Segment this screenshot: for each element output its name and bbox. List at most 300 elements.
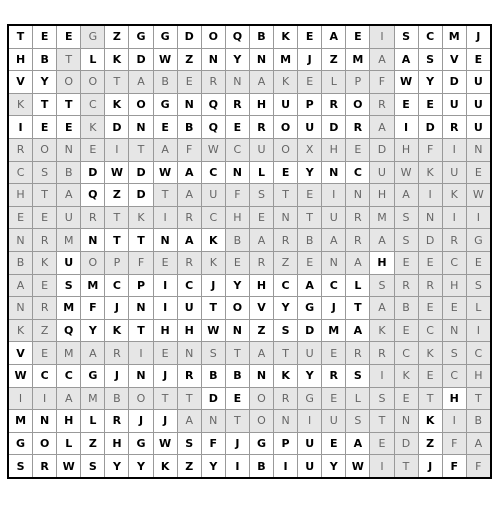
letter-cell[interactable]: U (249, 138, 273, 161)
letter-cell[interactable]: E (225, 116, 249, 139)
letter-cell[interactable]: A (322, 25, 346, 48)
letter-cell[interactable]: E (346, 138, 370, 161)
letter-cell[interactable]: R (346, 229, 370, 252)
letter-cell[interactable]: Y (201, 455, 225, 478)
letter-cell[interactable]: T (394, 455, 418, 478)
letter-cell[interactable]: H (57, 410, 81, 433)
letter-cell[interactable]: G (153, 25, 177, 48)
letter-cell[interactable]: S (418, 48, 442, 71)
letter-cell[interactable]: F (442, 455, 466, 478)
letter-cell[interactable]: K (8, 319, 33, 342)
letter-cell[interactable]: M (274, 48, 298, 71)
letter-cell[interactable]: O (129, 387, 153, 410)
letter-cell[interactable]: N (129, 364, 153, 387)
letter-cell[interactable]: F (177, 138, 201, 161)
letter-cell[interactable]: E (418, 364, 442, 387)
letter-cell[interactable]: R (346, 206, 370, 229)
letter-cell[interactable]: N (129, 297, 153, 320)
letter-cell[interactable]: A (249, 229, 273, 252)
letter-cell[interactable]: Z (274, 251, 298, 274)
letter-cell[interactable]: U (298, 432, 322, 455)
letter-cell[interactable]: N (322, 251, 346, 274)
letter-cell[interactable]: H (8, 184, 33, 207)
letter-cell[interactable]: D (418, 229, 442, 252)
letter-cell[interactable]: J (298, 48, 322, 71)
letter-cell[interactable]: K (8, 93, 33, 116)
letter-cell[interactable]: L (346, 387, 370, 410)
letter-cell[interactable]: I (225, 455, 249, 478)
letter-cell[interactable]: A (249, 342, 273, 365)
letter-cell[interactable]: Y (81, 319, 105, 342)
letter-cell[interactable]: K (129, 206, 153, 229)
letter-cell[interactable]: J (225, 432, 249, 455)
letter-cell[interactable]: M (57, 297, 81, 320)
letter-cell[interactable]: E (33, 116, 57, 139)
letter-cell[interactable]: T (177, 387, 201, 410)
letter-cell[interactable]: D (81, 161, 105, 184)
letter-cell[interactable]: N (57, 138, 81, 161)
letter-cell[interactable]: K (418, 161, 442, 184)
letter-cell[interactable]: G (249, 432, 273, 455)
letter-cell[interactable]: N (225, 319, 249, 342)
letter-cell[interactable]: A (177, 410, 201, 433)
letter-cell[interactable]: U (442, 161, 466, 184)
letter-cell[interactable]: B (177, 116, 201, 139)
letter-cell[interactable]: G (298, 387, 322, 410)
letter-cell[interactable]: K (81, 116, 105, 139)
letter-cell[interactable]: Z (177, 48, 201, 71)
letter-cell[interactable]: E (298, 184, 322, 207)
letter-cell[interactable]: O (346, 93, 370, 116)
letter-cell[interactable]: K (394, 364, 418, 387)
letter-cell[interactable]: T (274, 184, 298, 207)
letter-cell[interactable]: O (249, 387, 273, 410)
letter-cell[interactable]: C (394, 342, 418, 365)
letter-cell[interactable]: A (466, 432, 491, 455)
letter-cell[interactable]: I (8, 387, 33, 410)
letter-cell[interactable]: H (249, 93, 273, 116)
letter-cell[interactable]: R (81, 206, 105, 229)
letter-cell[interactable]: J (322, 297, 346, 320)
letter-cell[interactable]: R (201, 71, 225, 94)
letter-cell[interactable]: N (466, 138, 491, 161)
letter-cell[interactable]: J (105, 364, 129, 387)
letter-cell[interactable]: U (298, 455, 322, 478)
letter-cell[interactable]: R (346, 342, 370, 365)
letter-cell[interactable]: A (81, 342, 105, 365)
letter-cell[interactable]: N (201, 48, 225, 71)
letter-cell[interactable]: N (129, 116, 153, 139)
letter-cell[interactable]: R (346, 116, 370, 139)
letter-cell[interactable]: R (105, 342, 129, 365)
letter-cell[interactable]: I (33, 387, 57, 410)
letter-cell[interactable]: E (33, 206, 57, 229)
letter-cell[interactable]: D (129, 184, 153, 207)
letter-cell[interactable]: M (346, 48, 370, 71)
letter-cell[interactable]: E (153, 342, 177, 365)
letter-cell[interactable]: I (466, 319, 491, 342)
letter-cell[interactable]: A (394, 48, 418, 71)
letter-cell[interactable]: I (418, 184, 442, 207)
letter-cell[interactable]: Y (298, 364, 322, 387)
letter-cell[interactable]: M (442, 25, 466, 48)
letter-cell[interactable]: C (177, 274, 201, 297)
letter-cell[interactable]: E (298, 251, 322, 274)
letter-cell[interactable]: F (442, 432, 466, 455)
letter-cell[interactable]: Q (57, 319, 81, 342)
letter-cell[interactable]: G (466, 229, 491, 252)
letter-cell[interactable]: E (322, 387, 346, 410)
letter-cell[interactable]: O (57, 71, 81, 94)
letter-cell[interactable]: L (81, 48, 105, 71)
letter-cell[interactable]: I (466, 206, 491, 229)
letter-cell[interactable]: O (274, 138, 298, 161)
letter-cell[interactable]: F (370, 71, 394, 94)
letter-cell[interactable]: I (442, 410, 466, 433)
letter-cell[interactable]: P (346, 71, 370, 94)
letter-cell[interactable]: K (105, 48, 129, 71)
letter-cell[interactable]: C (57, 364, 81, 387)
letter-cell[interactable]: D (418, 116, 442, 139)
letter-cell[interactable]: T (370, 410, 394, 433)
letter-cell[interactable]: R (249, 251, 273, 274)
letter-cell[interactable]: T (153, 387, 177, 410)
letter-cell[interactable]: E (394, 93, 418, 116)
letter-cell[interactable]: H (249, 274, 273, 297)
letter-cell[interactable]: T (201, 297, 225, 320)
letter-cell[interactable]: E (298, 25, 322, 48)
letter-cell[interactable]: A (346, 251, 370, 274)
letter-cell[interactable]: N (274, 410, 298, 433)
letter-cell[interactable]: E (57, 116, 81, 139)
letter-cell[interactable]: T (225, 410, 249, 433)
letter-cell[interactable]: N (177, 342, 201, 365)
letter-cell[interactable]: H (225, 206, 249, 229)
letter-cell[interactable]: H (153, 319, 177, 342)
letter-cell[interactable]: L (81, 410, 105, 433)
letter-cell[interactable]: T (105, 71, 129, 94)
letter-cell[interactable]: O (225, 297, 249, 320)
letter-cell[interactable]: R (225, 93, 249, 116)
letter-cell[interactable]: K (105, 319, 129, 342)
letter-cell[interactable]: I (370, 364, 394, 387)
letter-cell[interactable]: A (177, 184, 201, 207)
letter-cell[interactable]: A (8, 274, 33, 297)
letter-cell[interactable]: C (442, 251, 466, 274)
letter-cell[interactable]: D (298, 319, 322, 342)
letter-cell[interactable]: T (346, 297, 370, 320)
letter-cell[interactable]: R (33, 297, 57, 320)
letter-cell[interactable]: H (394, 138, 418, 161)
letter-cell[interactable]: R (33, 229, 57, 252)
letter-cell[interactable]: K (201, 229, 225, 252)
letter-cell[interactable]: T (105, 206, 129, 229)
letter-cell[interactable]: S (274, 319, 298, 342)
letter-cell[interactable]: C (466, 342, 491, 365)
letter-cell[interactable]: M (322, 319, 346, 342)
letter-cell[interactable]: E (418, 297, 442, 320)
letter-cell[interactable]: U (466, 116, 491, 139)
letter-cell[interactable]: M (57, 342, 81, 365)
letter-cell[interactable]: K (201, 251, 225, 274)
letter-cell[interactable]: W (153, 161, 177, 184)
letter-cell[interactable]: Y (418, 71, 442, 94)
letter-cell[interactable]: E (394, 387, 418, 410)
letter-cell[interactable]: Q (81, 184, 105, 207)
letter-cell[interactable]: S (370, 387, 394, 410)
letter-cell[interactable]: B (298, 229, 322, 252)
letter-cell[interactable]: M (81, 274, 105, 297)
letter-cell[interactable]: G (81, 364, 105, 387)
letter-cell[interactable]: I (153, 206, 177, 229)
letter-cell[interactable]: Y (298, 161, 322, 184)
letter-cell[interactable]: S (394, 25, 418, 48)
letter-cell[interactable]: D (201, 387, 225, 410)
letter-cell[interactable]: W (105, 161, 129, 184)
letter-cell[interactable]: T (129, 319, 153, 342)
letter-cell[interactable]: W (394, 71, 418, 94)
letter-cell[interactable]: E (153, 116, 177, 139)
letter-cell[interactable]: E (153, 251, 177, 274)
letter-cell[interactable]: Y (274, 297, 298, 320)
letter-cell[interactable]: C (442, 364, 466, 387)
letter-cell[interactable]: M (57, 229, 81, 252)
letter-cell[interactable]: D (129, 48, 153, 71)
letter-cell[interactable]: I (153, 274, 177, 297)
letter-cell[interactable]: M (81, 387, 105, 410)
letter-cell[interactable]: E (418, 251, 442, 274)
letter-cell[interactable]: Z (177, 455, 201, 478)
letter-cell[interactable]: P (105, 251, 129, 274)
letter-cell[interactable]: G (298, 297, 322, 320)
letter-cell[interactable]: H (177, 319, 201, 342)
letter-cell[interactable]: O (33, 138, 57, 161)
letter-cell[interactable]: R (105, 410, 129, 433)
letter-cell[interactable]: B (249, 455, 273, 478)
letter-cell[interactable]: S (466, 274, 491, 297)
letter-cell[interactable]: A (370, 229, 394, 252)
letter-cell[interactable]: Z (418, 432, 442, 455)
letter-cell[interactable]: C (201, 161, 225, 184)
letter-cell[interactable]: G (129, 432, 153, 455)
letter-cell[interactable]: V (249, 297, 273, 320)
letter-cell[interactable]: E (225, 251, 249, 274)
letter-cell[interactable]: I (394, 116, 418, 139)
letter-cell[interactable]: F (418, 138, 442, 161)
letter-cell[interactable]: D (442, 71, 466, 94)
letter-cell[interactable]: T (418, 387, 442, 410)
letter-cell[interactable]: T (57, 48, 81, 71)
letter-cell[interactable]: S (346, 364, 370, 387)
letter-cell[interactable]: W (201, 138, 225, 161)
letter-cell[interactable]: S (346, 410, 370, 433)
letter-cell[interactable]: Z (81, 432, 105, 455)
letter-cell[interactable]: U (274, 93, 298, 116)
letter-cell[interactable]: R (177, 364, 201, 387)
letter-cell[interactable]: O (81, 251, 105, 274)
letter-cell[interactable]: R (33, 455, 57, 478)
letter-cell[interactable]: E (249, 206, 273, 229)
letter-cell[interactable]: T (129, 229, 153, 252)
letter-cell[interactable]: I (442, 206, 466, 229)
letter-cell[interactable]: K (274, 71, 298, 94)
letter-cell[interactable]: O (249, 410, 273, 433)
letter-cell[interactable]: A (394, 184, 418, 207)
letter-cell[interactable]: I (442, 138, 466, 161)
letter-cell[interactable]: L (466, 297, 491, 320)
letter-cell[interactable]: E (225, 387, 249, 410)
letter-cell[interactable]: N (153, 229, 177, 252)
letter-cell[interactable]: O (81, 71, 105, 94)
letter-cell[interactable]: E (57, 25, 81, 48)
letter-cell[interactable]: K (105, 93, 129, 116)
letter-cell[interactable]: L (249, 161, 273, 184)
letter-cell[interactable]: G (153, 93, 177, 116)
letter-cell[interactable]: U (298, 116, 322, 139)
letter-cell[interactable]: A (346, 432, 370, 455)
letter-cell[interactable]: W (153, 432, 177, 455)
letter-cell[interactable]: C (274, 274, 298, 297)
letter-cell[interactable]: N (249, 364, 273, 387)
letter-cell[interactable]: M (370, 206, 394, 229)
letter-cell[interactable]: U (298, 342, 322, 365)
letter-cell[interactable]: R (394, 274, 418, 297)
letter-cell[interactable]: V (442, 48, 466, 71)
letter-cell[interactable]: D (322, 116, 346, 139)
letter-cell[interactable]: T (298, 206, 322, 229)
letter-cell[interactable]: R (370, 93, 394, 116)
letter-cell[interactable]: S (249, 184, 273, 207)
letter-cell[interactable]: N (177, 93, 201, 116)
letter-cell[interactable]: E (346, 25, 370, 48)
letter-cell[interactable]: H (322, 138, 346, 161)
letter-cell[interactable]: O (201, 25, 225, 48)
letter-cell[interactable]: X (298, 138, 322, 161)
letter-cell[interactable]: J (129, 410, 153, 433)
letter-cell[interactable]: G (129, 25, 153, 48)
letter-cell[interactable]: A (370, 297, 394, 320)
letter-cell[interactable]: D (370, 138, 394, 161)
letter-cell[interactable]: U (322, 206, 346, 229)
letter-cell[interactable]: F (225, 184, 249, 207)
letter-cell[interactable]: J (153, 410, 177, 433)
letter-cell[interactable]: A (322, 229, 346, 252)
letter-cell[interactable]: B (153, 71, 177, 94)
letter-cell[interactable]: N (442, 319, 466, 342)
letter-cell[interactable]: Y (33, 71, 57, 94)
letter-cell[interactable]: M (8, 410, 33, 433)
letter-cell[interactable]: Z (33, 319, 57, 342)
letter-cell[interactable]: C (225, 138, 249, 161)
letter-cell[interactable]: Z (105, 184, 129, 207)
letter-cell[interactable]: T (33, 93, 57, 116)
letter-cell[interactable]: H (8, 48, 33, 71)
letter-cell[interactable]: E (322, 432, 346, 455)
letter-cell[interactable]: B (225, 229, 249, 252)
letter-cell[interactable]: I (370, 25, 394, 48)
letter-cell[interactable]: P (129, 274, 153, 297)
letter-cell[interactable]: H (370, 251, 394, 274)
letter-cell[interactable]: J (466, 25, 491, 48)
letter-cell[interactable]: S (177, 432, 201, 455)
letter-cell[interactable]: R (370, 342, 394, 365)
letter-cell[interactable]: K (418, 410, 442, 433)
letter-cell[interactable]: U (442, 93, 466, 116)
letter-cell[interactable]: S (57, 274, 81, 297)
letter-cell[interactable]: W (57, 455, 81, 478)
letter-cell[interactable]: B (33, 48, 57, 71)
letter-cell[interactable]: C (33, 364, 57, 387)
letter-cell[interactable]: W (346, 455, 370, 478)
letter-cell[interactable]: E (274, 161, 298, 184)
letter-cell[interactable]: E (177, 71, 201, 94)
letter-cell[interactable]: W (466, 184, 491, 207)
letter-cell[interactable]: A (298, 274, 322, 297)
letter-cell[interactable]: D (105, 116, 129, 139)
letter-cell[interactable]: U (322, 410, 346, 433)
letter-cell[interactable]: I (322, 184, 346, 207)
letter-cell[interactable]: W (201, 319, 225, 342)
letter-cell[interactable]: O (129, 93, 153, 116)
letter-cell[interactable]: K (274, 25, 298, 48)
letter-cell[interactable]: A (57, 184, 81, 207)
letter-cell[interactable]: Q (201, 116, 225, 139)
letter-cell[interactable]: E (81, 138, 105, 161)
letter-cell[interactable]: K (442, 184, 466, 207)
letter-cell[interactable]: C (346, 161, 370, 184)
letter-cell[interactable]: S (394, 206, 418, 229)
letter-cell[interactable]: B (249, 25, 273, 48)
letter-cell[interactable]: Z (322, 48, 346, 71)
letter-cell[interactable]: I (153, 297, 177, 320)
letter-cell[interactable]: D (129, 161, 153, 184)
letter-cell[interactable]: J (201, 274, 225, 297)
letter-cell[interactable]: Y (129, 455, 153, 478)
letter-cell[interactable]: U (466, 71, 491, 94)
letter-cell[interactable]: G (8, 432, 33, 455)
letter-cell[interactable]: R (442, 229, 466, 252)
letter-cell[interactable]: T (466, 387, 491, 410)
letter-cell[interactable]: C (418, 319, 442, 342)
letter-cell[interactable]: Q (225, 25, 249, 48)
letter-cell[interactable]: N (201, 410, 225, 433)
letter-cell[interactable]: D (394, 432, 418, 455)
letter-cell[interactable]: S (394, 229, 418, 252)
letter-cell[interactable]: R (322, 364, 346, 387)
letter-cell[interactable]: A (153, 138, 177, 161)
letter-cell[interactable]: N (8, 229, 33, 252)
letter-cell[interactable]: B (225, 364, 249, 387)
letter-cell[interactable]: Y (322, 455, 346, 478)
letter-cell[interactable]: I (105, 138, 129, 161)
letter-cell[interactable]: P (274, 432, 298, 455)
letter-cell[interactable]: A (57, 387, 81, 410)
letter-cell[interactable]: Z (249, 319, 273, 342)
letter-cell[interactable]: S (201, 342, 225, 365)
letter-cell[interactable]: R (274, 387, 298, 410)
letter-cell[interactable]: T (274, 342, 298, 365)
letter-cell[interactable]: N (274, 206, 298, 229)
letter-cell[interactable]: K (33, 251, 57, 274)
letter-cell[interactable]: S (33, 161, 57, 184)
letter-cell[interactable]: C (201, 206, 225, 229)
letter-cell[interactable]: L (57, 432, 81, 455)
letter-cell[interactable]: R (8, 138, 33, 161)
letter-cell[interactable]: L (322, 71, 346, 94)
letter-cell[interactable]: W (8, 364, 33, 387)
letter-cell[interactable]: E (394, 251, 418, 274)
letter-cell[interactable]: I (298, 410, 322, 433)
